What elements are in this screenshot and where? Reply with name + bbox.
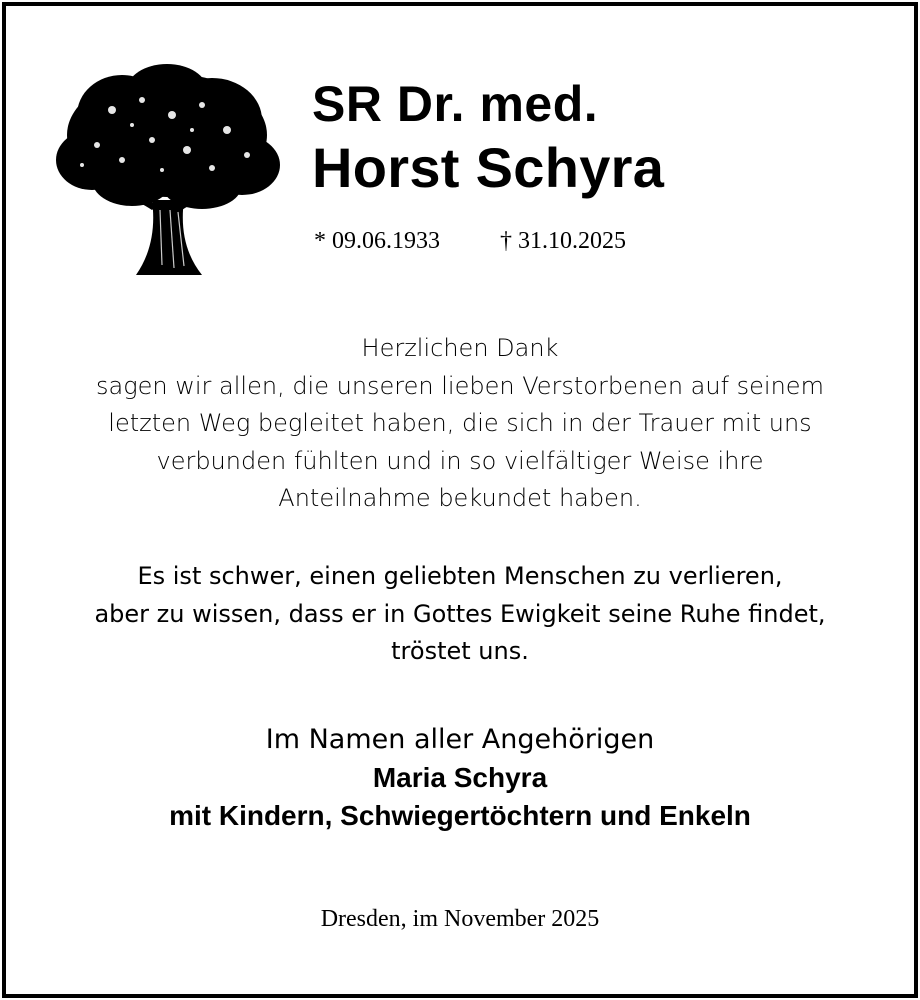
deceased-name [312, 72, 664, 200]
quote-line: aber zu wissen, dass er in Gottes Ewigkeit seine Ruhe findet, [94, 599, 826, 628]
quote-line: Es ist schwer, einen geliebten Menschen zu verlieren, [137, 562, 783, 590]
tree-icon [52, 60, 282, 282]
signature-family: mit Kindern, Schwiegertöchtern und Enkeln [169, 800, 751, 831]
place-date: Dresden, im November 2025 [320, 906, 600, 932]
birth-date: * 09.06.1933 [314, 228, 440, 254]
quote-line: tröstet uns. [391, 637, 529, 665]
thanks-line: sagen wir allen, die unseren lieben Verstorbenen auf seinem [96, 371, 824, 400]
death-date: † 31.10.2025 [500, 228, 626, 254]
title-line-1: SR Dr. med. [312, 76, 599, 132]
title-line-2: Horst Schyra [312, 136, 665, 199]
life-dates [314, 228, 626, 255]
signature-block [0, 721, 920, 835]
thanks-line: verbunden fühlten und in so vielfältiger Weise ihre [156, 446, 764, 475]
thanks-line: Anteilnahme bekundet haben. [278, 484, 642, 512]
thanks-line: Herzlichen Dank [361, 334, 559, 362]
thanks-line: letzten Weg begleitet haben, die sich in der Trauer mit uns [108, 409, 812, 437]
thanks-text [0, 330, 920, 518]
signature-name: Maria Schyra [372, 762, 548, 793]
signature-intro: Im Namen aller Angehörigen [265, 724, 655, 755]
quote-text [0, 558, 920, 671]
